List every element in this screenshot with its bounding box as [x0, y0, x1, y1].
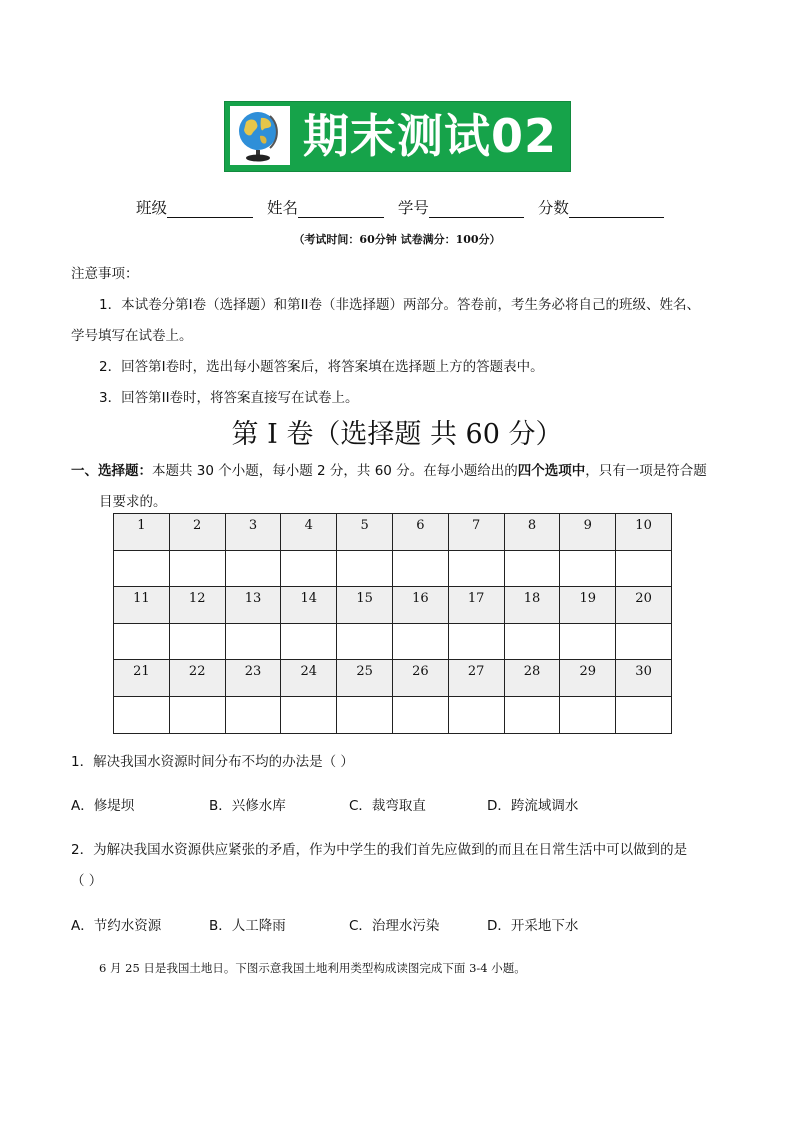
question-number-cell: 5: [337, 514, 393, 551]
question-2-options: [71, 914, 578, 934]
answer-cell[interactable]: [114, 623, 170, 660]
answer-cell[interactable]: [281, 696, 337, 733]
answer-cell[interactable]: [169, 550, 225, 587]
answer-cell[interactable]: [504, 550, 560, 587]
question-number-cell: 19: [560, 587, 616, 624]
question-number-cell: 1: [114, 514, 170, 551]
question-number-cell: 15: [337, 587, 393, 624]
answer-cell[interactable]: [392, 696, 448, 733]
answer-grid-number-row: [114, 660, 672, 697]
answer-cell[interactable]: [281, 550, 337, 587]
question-number-cell: 7: [448, 514, 504, 551]
answer-cell[interactable]: [281, 623, 337, 660]
question-number-cell: 21: [114, 660, 170, 697]
exam-meta: （考试时间：60分钟 试卷满分：100分）: [293, 233, 501, 246]
score-label: 分数: [537, 199, 569, 217]
answer-cell[interactable]: [448, 696, 504, 733]
question-number-cell: 25: [337, 660, 393, 697]
q1-option-a[interactable]: A．修堤坝: [71, 798, 135, 814]
answer-cell[interactable]: [616, 550, 672, 587]
question-number-cell: 6: [392, 514, 448, 551]
question-number-cell: 10: [616, 514, 672, 551]
student-info-line: [136, 196, 673, 218]
answer-cell[interactable]: [114, 550, 170, 587]
answer-cell[interactable]: [560, 550, 616, 587]
question-2-stem: 2．为解决我国水资源供应紧张的矛盾，作为中学生的我们首先应做到的而且在日常生活中可以做到的是: [71, 842, 688, 858]
class-label: 班级: [136, 199, 168, 217]
id-blank[interactable]: [429, 201, 524, 218]
question-number-cell: 8: [504, 514, 560, 551]
question-number-cell: 17: [448, 587, 504, 624]
note-item-1-line-1: 1．本试卷分第I卷（选择题）和第II卷（非选择题）两部分。答卷前，考生务必将自己的班级、姓名、: [99, 297, 701, 313]
question-number-cell: 2: [169, 514, 225, 551]
class-blank[interactable]: [167, 201, 253, 218]
answer-cell[interactable]: [337, 550, 393, 587]
question-number-cell: 28: [504, 660, 560, 697]
answer-cell[interactable]: [448, 550, 504, 587]
answer-cell[interactable]: [504, 623, 560, 660]
question-number-cell: 23: [225, 660, 281, 697]
question-number-cell: 30: [616, 660, 672, 697]
answer-cell[interactable]: [169, 696, 225, 733]
page-title: 期末测试02: [303, 109, 558, 163]
answer-cell[interactable]: [114, 696, 170, 733]
answer-cell[interactable]: [392, 623, 448, 660]
answer-cell[interactable]: [392, 550, 448, 587]
question-intro-line-2: 目要求的。: [99, 494, 167, 510]
name-label: 姓名: [266, 199, 298, 217]
question-1-options: [71, 794, 578, 814]
note-item-3: 3．回答第II卷时，将答案直接写在试卷上。: [99, 390, 359, 406]
question-number-cell: 11: [114, 587, 170, 624]
score-blank[interactable]: [569, 201, 664, 218]
question-intro-bold: 四个选项中: [517, 463, 586, 479]
question-number-cell: 4: [281, 514, 337, 551]
answer-grid-number-row: [114, 514, 672, 551]
question-intro-line-1: [71, 459, 707, 479]
answer-grid-answer-row: [114, 623, 672, 660]
title-banner: [224, 101, 571, 172]
q1-option-d[interactable]: D．跨流域调水: [487, 798, 579, 814]
question-1-stem: 1．解决我国水资源时间分布不均的办法是（ ）: [71, 754, 354, 770]
answer-grid: [113, 513, 672, 734]
answer-cell[interactable]: [560, 696, 616, 733]
question-2-stem-line-2: （ ）: [71, 873, 103, 889]
answer-grid-answer-row: [114, 550, 672, 587]
name-blank[interactable]: [298, 201, 384, 218]
question-number-cell: 16: [392, 587, 448, 624]
section-title: 第 I 卷（选择题 共 60 分）: [231, 419, 563, 450]
q1-option-c[interactable]: C．裁弯取直: [349, 798, 426, 814]
q1-option-b[interactable]: B．兴修水库: [209, 798, 286, 814]
material-intro: 6 月 25 日是我国土地日。下图示意我国土地利用类型构成读图完成下面 3-4 小题。: [99, 961, 526, 975]
answer-cell[interactable]: [225, 623, 281, 660]
question-number-cell: 27: [448, 660, 504, 697]
answer-cell[interactable]: [337, 623, 393, 660]
question-number-cell: 3: [225, 514, 281, 551]
answer-grid-answer-row: [114, 696, 672, 733]
question-number-cell: 9: [560, 514, 616, 551]
answer-cell[interactable]: [225, 696, 281, 733]
question-number-cell: 24: [281, 660, 337, 697]
q2-option-a[interactable]: A．节约水资源: [71, 918, 162, 934]
answer-cell[interactable]: [560, 623, 616, 660]
question-intro-prefix: 一、选择题：: [71, 463, 152, 479]
note-item-2: 2．回答第I卷时，选出每小题答案后，将答案填在选择题上方的答题表中。: [99, 359, 544, 375]
answer-cell[interactable]: [504, 696, 560, 733]
question-number-cell: 26: [392, 660, 448, 697]
question-number-cell: 13: [225, 587, 281, 624]
question-number-cell: 20: [616, 587, 672, 624]
globe-icon: [230, 106, 290, 165]
q2-option-d[interactable]: D．开采地下水: [487, 918, 579, 934]
answer-cell[interactable]: [448, 623, 504, 660]
answer-cell[interactable]: [616, 696, 672, 733]
question-number-cell: 14: [281, 587, 337, 624]
notes-heading: 注意事项：: [71, 266, 139, 282]
question-number-cell: 29: [560, 660, 616, 697]
q2-option-c[interactable]: C．治理水污染: [349, 918, 440, 934]
answer-cell[interactable]: [337, 696, 393, 733]
question-number-cell: 22: [169, 660, 225, 697]
q2-option-b[interactable]: B．人工降雨: [209, 918, 286, 934]
question-number-cell: 18: [504, 587, 560, 624]
question-intro-text-2: ，只有一项是符合题: [585, 463, 707, 479]
id-label: 学号: [397, 199, 429, 217]
question-number-cell: 12: [169, 587, 225, 624]
answer-cell[interactable]: [169, 623, 225, 660]
note-item-1-line-2: 学号填写在试卷上。: [71, 328, 193, 344]
answer-grid-number-row: [114, 587, 672, 624]
answer-cell[interactable]: [616, 623, 672, 660]
question-intro-text-1: 本题共 30 个小题，每小题 2 分，共 60 分。在每小题给出的: [152, 463, 518, 479]
answer-cell[interactable]: [225, 550, 281, 587]
